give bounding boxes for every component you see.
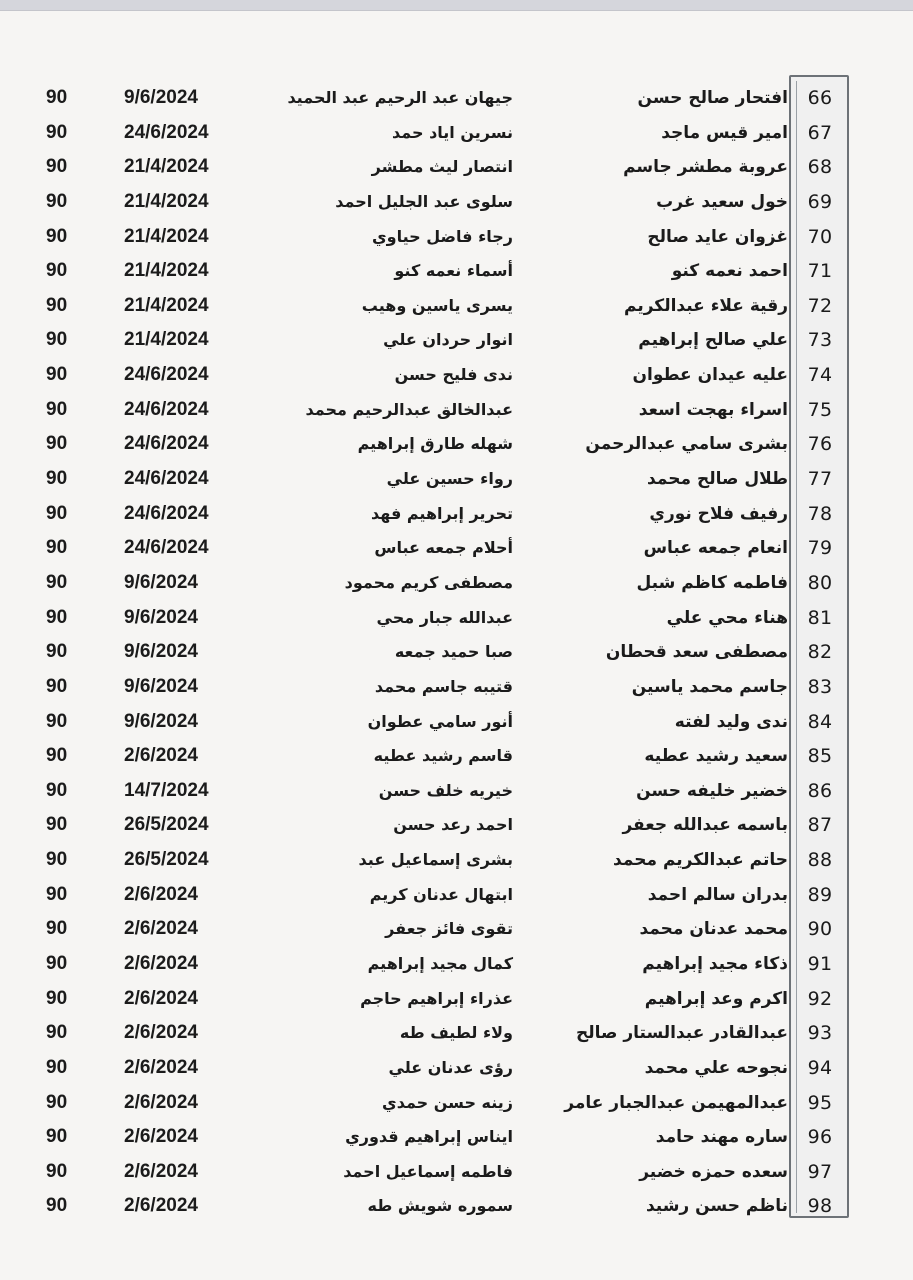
primary-name: احمد نعمه كنو <box>671 261 788 282</box>
score-cell: 90 <box>46 953 68 974</box>
secondary-name: قتيبه جاسم محمد <box>374 676 513 696</box>
row-number: 94 <box>807 1056 833 1079</box>
date-cell: 24/6/2024 <box>124 502 209 524</box>
row-number: 86 <box>807 779 833 802</box>
score-cell: 90 <box>46 87 68 108</box>
primary-name: بدران سالم احمد <box>647 884 788 905</box>
primary-name: سعده حمزه خضير <box>639 1161 788 1182</box>
score-cell: 90 <box>46 571 68 593</box>
score-cell: 90 <box>46 641 68 663</box>
secondary-name: ندى فليح حسن <box>394 365 513 385</box>
score-cell: 90 <box>46 918 68 940</box>
date-cell: 9/6/2024 <box>124 710 198 732</box>
score-cell: 90 <box>46 502 68 524</box>
table-row <box>0 705 913 740</box>
row-number: 96 <box>807 1126 833 1149</box>
primary-name: عليه عيدان عطوان <box>632 365 788 386</box>
table-row <box>0 1016 913 1051</box>
date-cell: 26/5/2024 <box>124 849 209 871</box>
score-cell: 90 <box>46 294 68 316</box>
date-cell: 24/6/2024 <box>124 364 209 386</box>
score-cell: 90 <box>46 779 68 801</box>
date-cell: 21/4/2024 <box>124 260 209 282</box>
date-cell: 2/6/2024 <box>124 745 198 767</box>
date-cell: 9/6/2024 <box>124 641 198 663</box>
score-cell: 90 <box>46 190 68 212</box>
row-number: 70 <box>807 225 833 248</box>
secondary-name: أسماء نعمه كنو <box>394 261 513 281</box>
row-number: 92 <box>807 987 833 1010</box>
score-cell: 90 <box>46 398 68 420</box>
document-page <box>0 11 913 1280</box>
row-number: 89 <box>807 883 833 906</box>
table-row <box>0 1120 913 1155</box>
primary-name: افتحار صالح حسن <box>637 88 788 108</box>
score-cell: 90 <box>46 537 68 559</box>
secondary-name: كمال مجيد إبراهيم <box>367 954 513 973</box>
secondary-name: ولاء لطيف طه <box>399 1023 513 1043</box>
primary-name: محمد عدنان محمد <box>639 919 788 940</box>
date-cell: 9/6/2024 <box>124 87 198 108</box>
date-cell: 24/6/2024 <box>124 398 209 420</box>
score-cell: 90 <box>46 710 68 732</box>
row-number: 79 <box>807 537 833 560</box>
table-row <box>0 358 913 393</box>
date-cell: 21/4/2024 <box>124 156 209 178</box>
table-row <box>0 427 913 462</box>
secondary-name: ابتهال عدنان كريم <box>369 884 513 904</box>
row-number: 84 <box>807 710 833 733</box>
score-cell: 90 <box>46 156 68 178</box>
table-row <box>0 254 913 289</box>
primary-name: عبدالقادر عبدالستار صالح <box>576 1023 788 1044</box>
primary-name: ذكاء مجيد إبراهيم <box>642 954 788 974</box>
score-cell: 90 <box>46 814 68 836</box>
row-number: 90 <box>807 918 833 941</box>
date-cell: 2/6/2024 <box>124 918 198 940</box>
primary-name: خضير خليفه حسن <box>636 780 788 801</box>
row-number: 80 <box>807 571 833 594</box>
primary-name: ساره مهند حامد <box>655 1127 788 1148</box>
secondary-name: صبا حميد جمعه <box>394 642 513 662</box>
date-cell: 9/6/2024 <box>124 606 198 628</box>
date-cell: 24/6/2024 <box>124 433 209 455</box>
secondary-name: نسرين اياد حمد <box>392 122 513 142</box>
date-cell: 21/4/2024 <box>124 225 209 247</box>
primary-name: جاسم محمد ياسين <box>631 676 788 697</box>
table-row <box>0 774 913 809</box>
row-number: 82 <box>807 641 833 664</box>
table-row <box>0 289 913 324</box>
score-cell: 90 <box>46 468 68 490</box>
score-cell: 90 <box>46 883 68 905</box>
primary-name: ندى وليد لفته <box>674 711 788 732</box>
secondary-name: رواء حسين علي <box>386 469 513 489</box>
row-number: 88 <box>807 849 833 872</box>
secondary-name: رجاء فاضل حياوي <box>372 226 513 246</box>
primary-name: اسراء بهجت اسعد <box>638 399 788 420</box>
primary-name: حاتم عبدالكريم محمد <box>613 850 788 871</box>
primary-name: طلال صالح محمد <box>647 469 788 490</box>
table-row <box>0 1155 913 1190</box>
table-row <box>0 808 913 843</box>
table-row <box>0 670 913 705</box>
table-row <box>0 601 913 636</box>
primary-name: خول سعيد غرب <box>656 191 788 212</box>
score-cell: 90 <box>46 329 68 351</box>
secondary-name: قاسم رشيد عطيه <box>373 746 513 766</box>
secondary-name: سلوى عبد الجليل احمد <box>335 191 513 211</box>
secondary-name: خيريه خلف حسن <box>378 780 513 800</box>
primary-name: مصطفى سعد قحطان <box>605 642 788 663</box>
score-cell: 90 <box>46 675 68 697</box>
score-cell: 90 <box>46 849 68 871</box>
table-row <box>0 393 913 428</box>
secondary-name: تحرير إبراهيم فهد <box>371 503 513 523</box>
table-row <box>0 462 913 497</box>
score-cell: 90 <box>46 1195 68 1217</box>
secondary-name: ايناس إبراهيم قدوري <box>345 1127 513 1147</box>
primary-name: عروبة مطشر جاسم <box>623 157 788 178</box>
date-cell: 24/6/2024 <box>124 537 209 559</box>
table-row <box>0 912 913 947</box>
table-row <box>0 739 913 774</box>
primary-name: علي صالح إبراهيم <box>638 330 788 351</box>
secondary-name: سموره شويش طه <box>367 1196 513 1216</box>
date-cell: 2/6/2024 <box>124 1160 198 1182</box>
row-number: 85 <box>807 745 833 768</box>
date-cell: 24/6/2024 <box>124 468 209 490</box>
table-row <box>0 220 913 255</box>
score-cell: 90 <box>46 433 68 455</box>
primary-name: عبدالمهيمن عبدالجبار عامر <box>564 1092 788 1113</box>
row-number: 68 <box>807 156 833 179</box>
row-number: 91 <box>807 953 833 975</box>
row-number: 73 <box>807 329 833 352</box>
table-row <box>0 497 913 532</box>
primary-name: رفيف فلاح نوري <box>649 503 788 524</box>
score-cell: 90 <box>46 745 68 767</box>
primary-name: انعام جمعه عباس <box>643 538 788 559</box>
table-row <box>0 947 913 982</box>
date-cell: 2/6/2024 <box>124 1195 198 1217</box>
table-row <box>0 1051 913 1086</box>
row-number: 67 <box>807 121 833 144</box>
table-row <box>0 982 913 1017</box>
table-row <box>0 566 913 601</box>
primary-name: غزوان عايد صالح <box>647 226 788 247</box>
table-row <box>0 843 913 878</box>
row-number: 93 <box>807 1022 833 1045</box>
row-number: 95 <box>807 1091 833 1114</box>
score-cell: 90 <box>46 987 68 1009</box>
score-cell: 90 <box>46 1056 68 1078</box>
secondary-name: شهله طارق إبراهيم <box>357 434 513 454</box>
primary-name: بشرى سامي عبدالرحمن <box>585 434 788 455</box>
date-cell: 21/4/2024 <box>124 294 209 316</box>
score-cell: 90 <box>46 1160 68 1182</box>
score-cell: 90 <box>46 364 68 386</box>
date-cell: 2/6/2024 <box>124 987 198 1009</box>
secondary-name: أنور سامي عطوان <box>367 711 513 731</box>
table-row <box>0 635 913 670</box>
row-number: 98 <box>807 1195 833 1218</box>
score-cell: 90 <box>46 1091 68 1113</box>
score-cell: 90 <box>46 1126 68 1148</box>
secondary-name: بشرى إسماعيل عبد <box>358 850 513 870</box>
date-cell: 2/6/2024 <box>124 883 198 905</box>
primary-name: امير قيس ماجد <box>661 122 788 143</box>
score-cell: 90 <box>46 1022 68 1044</box>
primary-name: باسمه عبدالله جعفر <box>622 815 788 836</box>
row-number: 76 <box>807 433 833 456</box>
secondary-name: تقوى فائز جعفر <box>385 919 513 939</box>
secondary-name: رؤى عدنان علي <box>388 1057 513 1077</box>
table-row <box>0 81 913 116</box>
secondary-name: انتصار ليث مطشر <box>371 157 513 177</box>
score-cell: 90 <box>46 260 68 282</box>
date-cell: 14/7/2024 <box>124 779 209 801</box>
row-number: 97 <box>807 1160 833 1183</box>
secondary-name: مصطفى كريم محمود <box>344 572 513 592</box>
row-number: 77 <box>807 468 833 491</box>
secondary-name: جيهان عبد الرحيم عبد الحميد <box>287 88 513 107</box>
primary-name: نجوحه علي محمد <box>644 1057 788 1078</box>
row-number: 83 <box>807 675 833 698</box>
secondary-name: عبدالله جبار محي <box>376 607 513 627</box>
secondary-name: عذراء إبراهيم حاجم <box>360 988 513 1008</box>
date-cell: 26/5/2024 <box>124 814 209 836</box>
secondary-name: زينه حسن حمدي <box>382 1092 513 1112</box>
viewer-top-strip <box>0 0 913 11</box>
row-number: 81 <box>807 606 833 629</box>
secondary-name: يسرى ياسين وهيب <box>361 295 513 315</box>
date-cell: 21/4/2024 <box>124 190 209 212</box>
date-cell: 2/6/2024 <box>124 1126 198 1148</box>
date-cell: 2/6/2024 <box>124 1056 198 1078</box>
row-number: 74 <box>807 364 833 387</box>
secondary-name: أحلام جمعه عباس <box>374 538 513 558</box>
row-number: 71 <box>807 260 833 283</box>
date-cell: 2/6/2024 <box>124 1022 198 1044</box>
score-cell: 90 <box>46 225 68 247</box>
date-cell: 21/4/2024 <box>124 329 209 351</box>
primary-name: هناء محي علي <box>666 607 788 628</box>
row-number: 75 <box>807 398 833 421</box>
secondary-name: احمد رعد حسن <box>393 815 513 835</box>
date-cell: 2/6/2024 <box>124 953 198 974</box>
table-row <box>0 878 913 913</box>
primary-name: رقية علاء عبدالكريم <box>624 295 788 316</box>
row-number: 87 <box>807 814 833 837</box>
table-row <box>0 1086 913 1121</box>
score-cell: 90 <box>46 121 68 143</box>
secondary-name: عبدالخالق عبدالرحيم محمد <box>305 399 513 419</box>
primary-name: اكرم وعد إبراهيم <box>644 988 788 1009</box>
names-table <box>0 11 913 1280</box>
date-cell: 9/6/2024 <box>124 675 198 697</box>
primary-name: ناظم حسن رشيد <box>645 1196 788 1217</box>
date-cell: 2/6/2024 <box>124 1091 198 1113</box>
row-number: 69 <box>807 190 833 213</box>
secondary-name: فاطمه إسماعيل احمد <box>343 1161 513 1181</box>
row-number: 78 <box>807 502 833 525</box>
row-number: 72 <box>807 294 833 317</box>
table-row <box>0 150 913 185</box>
table-row <box>0 323 913 358</box>
table-row <box>0 116 913 151</box>
row-number: 66 <box>807 87 833 109</box>
date-cell: 9/6/2024 <box>124 571 198 593</box>
table-row <box>0 531 913 566</box>
score-cell: 90 <box>46 606 68 628</box>
table-row <box>0 1189 913 1224</box>
primary-name: فاطمه كاظم شبل <box>636 572 788 593</box>
table-row <box>0 185 913 220</box>
secondary-name: انوار حردان علي <box>383 330 513 350</box>
date-cell: 24/6/2024 <box>124 121 209 143</box>
primary-name: سعيد رشيد عطيه <box>644 746 788 767</box>
